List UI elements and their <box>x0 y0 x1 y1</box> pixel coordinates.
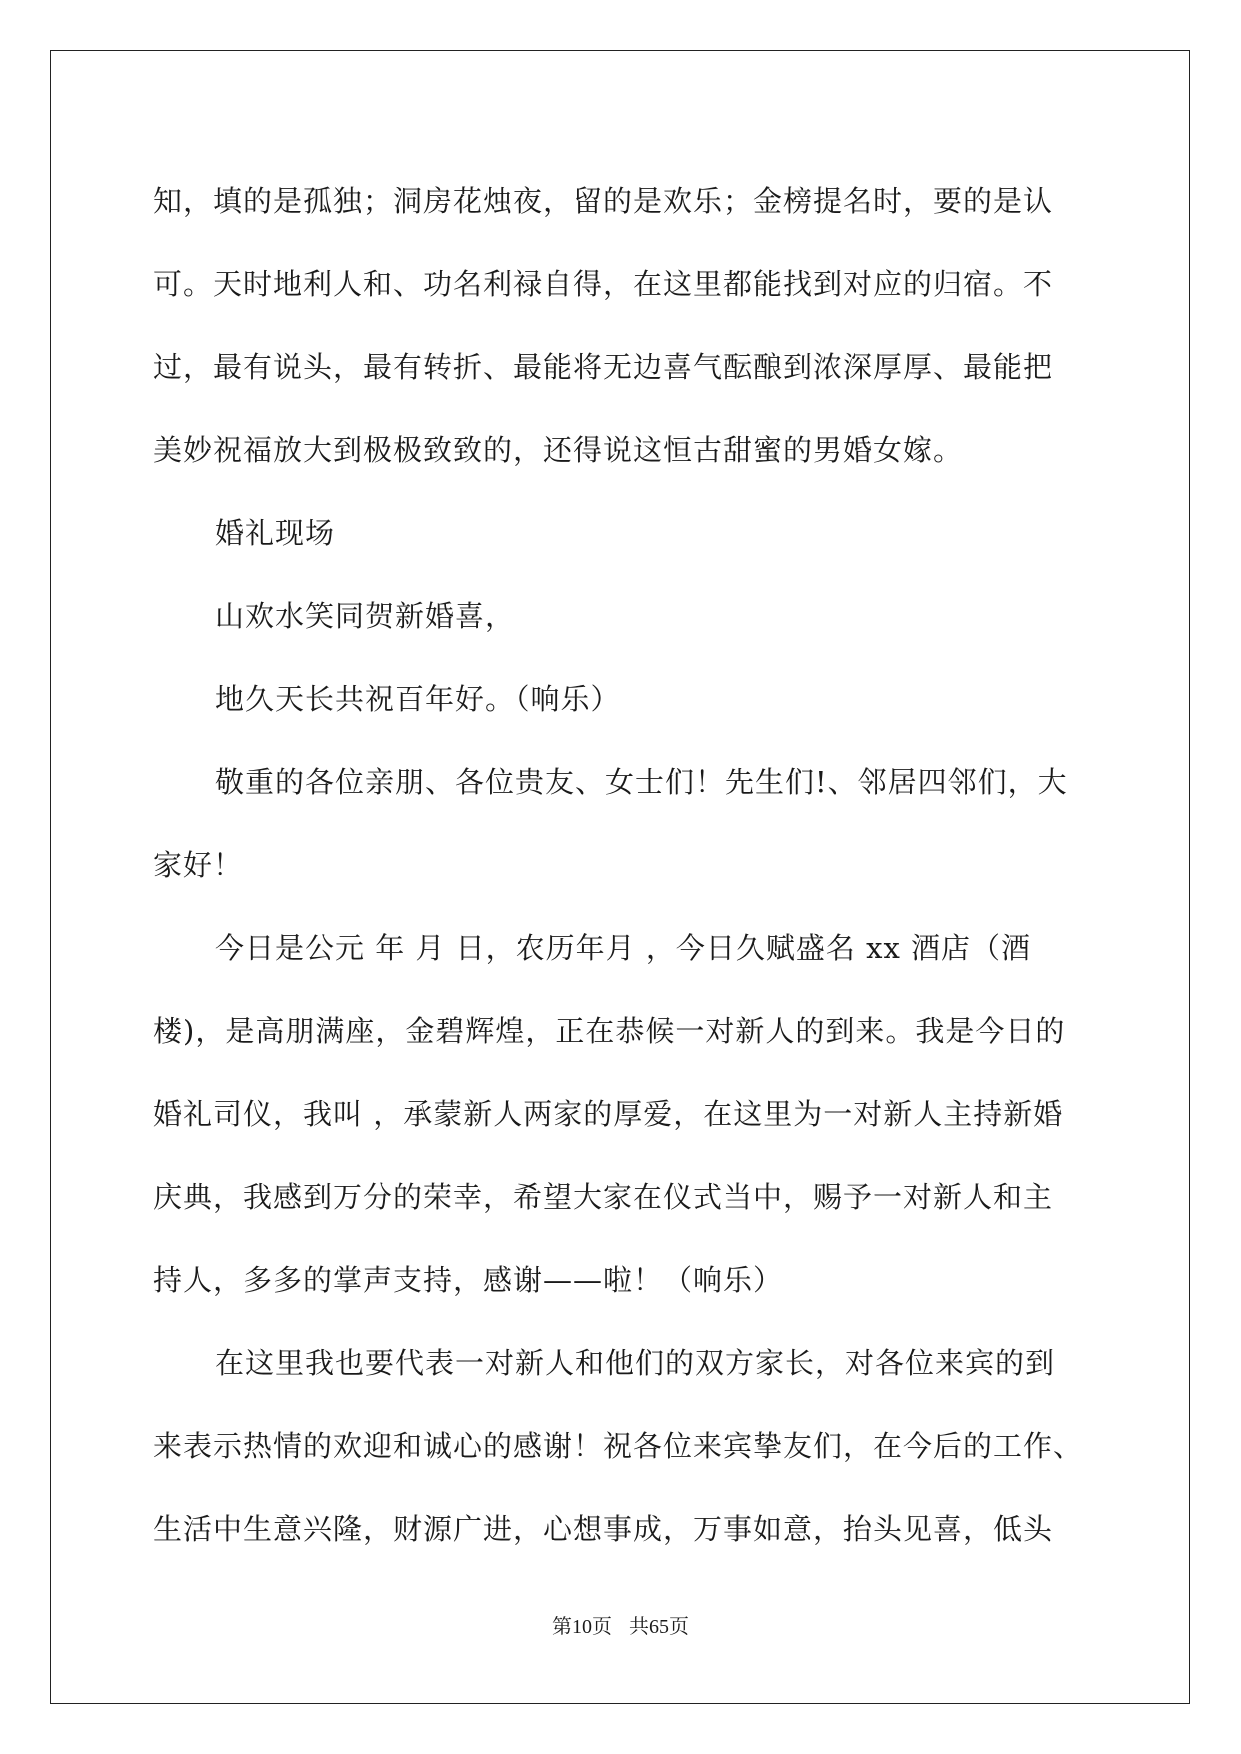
paragraph-line: 家好！ <box>153 848 244 882</box>
paragraph-line: 山欢水笑同贺新婚喜， <box>215 599 516 633</box>
paragraph-line: 知，填的是孤独；洞房花烛夜，留的是欢乐；金榜提名时，要的是认 <box>153 184 1054 218</box>
paragraph-line: 过，最有说头，最有转折、最能将无边喜气酝酿到浓深厚厚、最能把 <box>153 350 1054 384</box>
paragraph-line: 持人，多多的掌声支持，感谢——啦！（响乐） <box>153 1263 784 1297</box>
paragraph-line: 来表示热情的欢迎和诚心的感谢！祝各位来宾挚友们，在今后的工作、 <box>153 1429 1084 1463</box>
paragraph-line: 生活中生意兴隆，财源广进，心想事成，万事如意，抬头见喜，低头 <box>153 1512 1054 1546</box>
paragraph-line: 地久天长共祝百年好。（响乐） <box>215 682 621 716</box>
paragraph-line: 今日是公元 年 月 日，农历年月 ，今日久赋盛名 xx 酒店（酒 <box>215 931 1032 965</box>
paragraph-line: 婚礼现场 <box>215 516 336 550</box>
paragraph-line: 可。天时地利人和、功名利禄自得，在这里都能找到对应的归宿。不 <box>153 267 1054 301</box>
paragraph-line: 婚礼司仪，我叫 ，承蒙新人两家的厚爱，在这里为一对新人主持新婚 <box>153 1097 1064 1131</box>
page-footer <box>0 1610 1241 1639</box>
paragraph-line: 楼)，是高朋满座，金碧辉煌，正在恭候一对新人的到来。我是今日的 <box>153 1014 1066 1048</box>
paragraph-line: 庆典，我感到万分的荣幸，希望大家在仪式当中，赐予一对新人和主 <box>153 1180 1054 1214</box>
page-total: 共65页 <box>629 1616 689 1638</box>
paragraph-line: 敬重的各位亲朋、各位贵友、女士们！先生们!、邻居四邻们，大 <box>215 765 1068 799</box>
document-body <box>153 160 1093 1571</box>
paragraph-line: 在这里我也要代表一对新人和他们的双方家长，对各位来宾的到 <box>215 1346 1056 1380</box>
page-number: 第10页 <box>552 1616 612 1638</box>
paragraph-line: 美妙祝福放大到极极致致的，还得说这恒古甜蜜的男婚女嫁。 <box>153 433 964 467</box>
